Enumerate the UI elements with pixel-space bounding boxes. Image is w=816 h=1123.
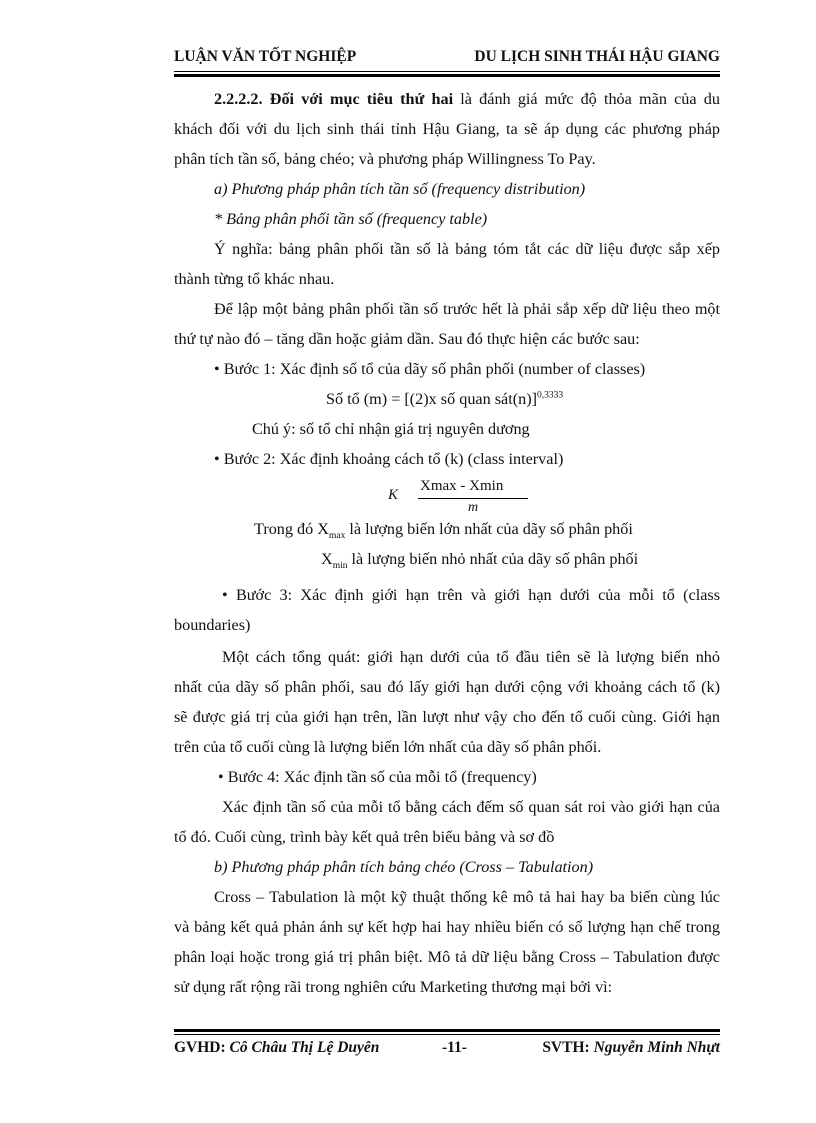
cross-tab-line-2: và bảng kết quả phản ánh sự kết hợp hai hay nhiều biến có số lượng hạn chế trong (174, 918, 720, 936)
frequency-table-title: * Bảng phân phối tần số (frequency table) (214, 210, 488, 228)
page-number: -11- (442, 1039, 467, 1056)
meaning-line-2: thành từng tổ khác nhau. (174, 270, 335, 288)
general-line-4: trên của tổ cuối cùng là lượng biến lớn nhất của dãy số phân phối. (174, 738, 602, 756)
cross-tab-line-4: sử dụng rất rộng rãi trong nghiên cứu Marketing thương mại bởi vì: (174, 978, 613, 996)
footer-student: SVTH: Nguyễn Minh Nhựt (542, 1039, 720, 1056)
step-4: • Bước 4: Xác định tần số của mỗi tổ (frequency) (218, 768, 537, 786)
formula-exponent: 0,3333 (536, 390, 564, 401)
cross-tab-line-1: Cross – Tabulation là một kỹ thuật thống kê mô tả hai hay ba biến cùng lúc (214, 888, 720, 906)
meaning-line-1: Ý nghĩa: bảng phân phối tần số là bảng tóm tắt các dữ liệu được sắp xếp (214, 240, 720, 258)
step-1-note: Chú ý: số tổ chỉ nhận giá trị nguyên dương (252, 420, 530, 438)
where-max-line: Trong đó $X_{max}$ là lượng biến lớn nhất của dãy số phân phối (254, 520, 633, 542)
header-thesis-title: LUẬN VĂN TỐT NGHIỆP (174, 48, 357, 65)
setup-line-2: thứ tự nào đó – tăng dần hoặc giảm dần. Sau đó thực hiện các bước sau: (174, 330, 640, 348)
general-line-2: nhất của dãy số phân phối, sau đó lấy giới hạn dưới cộng với khoảng cách tổ (k) (174, 678, 720, 696)
header-topic-title: DU LỊCH SINH THÁI HẬU GIANG (474, 48, 720, 65)
frequency-line-2: tổ đó. Cuối cùng, trình bày kết quả trên biểu bảng và sơ đồ (174, 828, 555, 846)
step-1: • Bước 1: Xác định số tổ của dãy số phân phối (number of classes) (214, 360, 646, 378)
paragraph-objective-line-3: phân tích tần số, bảng chéo; và phương pháp Willingness To Pay. (174, 150, 596, 168)
step-3-line-2: boundaries) (174, 616, 251, 634)
step-1-formula: Số tổ (m) = [(2)x số quan sát(n)]$^{0,3333}$ (326, 390, 564, 408)
footer-rule-thick (174, 1029, 720, 1032)
page-header (174, 48, 720, 72)
paragraph-objective-line-1: 2.2.2.2. Đối với mục tiêu thứ hai là đánh giá mức độ thỏa mãn của du (214, 90, 720, 108)
general-line-3: sẽ được giá trị của giới hạn trên, lần lượt như vậy cho đến tổ cuối cùng. Giới hạn (174, 708, 720, 726)
footer-advisor: GVHD: Cô Châu Thị Lệ Duyên (174, 1039, 380, 1056)
setup-line-1: Để lập một bảng phân phối tần số trước hết là phải sắp xếp dữ liệu theo một (214, 300, 720, 318)
section-a-title: a) Phương pháp phân tích tần số (frequency distribution) (214, 180, 586, 198)
where-min-line: $X_{min}$ là lượng biến nhỏ nhất của dãy số phân phối (321, 550, 639, 572)
header-rule-thin (174, 71, 720, 72)
class-interval-formula (385, 478, 525, 522)
cross-tab-line-3: phân loại hoặc trong giá trị phân biệt. Mô tả dữ liệu bằng Cross – Tabulation được (174, 948, 720, 966)
footer-rule-thin (174, 1034, 720, 1035)
general-line-1: Một cách tổng quát: giới hạn dưới của tổ đầu tiên sẽ là lượng biến nhỏ (222, 648, 720, 666)
step-3-line-1: • Bước 3: Xác định giới hạn trên và giới hạn dưới của mỗi tổ (class (222, 586, 720, 604)
page-footer (174, 1039, 720, 1063)
formula-fraction-bar (418, 498, 528, 499)
frequency-line-1: Xác định tần số của mỗi tổ bằng cách đếm số quan sát roi vào giới hạn của (222, 798, 720, 816)
section-b-title: b) Phương pháp phân tích bảng chéo (Cross – Tabulation) (214, 858, 594, 876)
formula-denominator: m (468, 500, 479, 515)
section-heading-2-2-2-2: 2.2.2.2. Đối với mục tiêu thứ hai (214, 90, 454, 108)
step-2: • Bước 2: Xác định khoảng cách tổ (k) (class interval) (214, 450, 564, 468)
header-rule-thick (174, 74, 720, 77)
formula-numerator: Xmax - Xmin (420, 478, 504, 494)
paragraph-objective-line-2: khách đối với du lịch sinh thái tỉnh Hậu Giang, ta sẽ áp dụng các phương pháp (174, 120, 720, 138)
formula-k: K (388, 487, 399, 503)
